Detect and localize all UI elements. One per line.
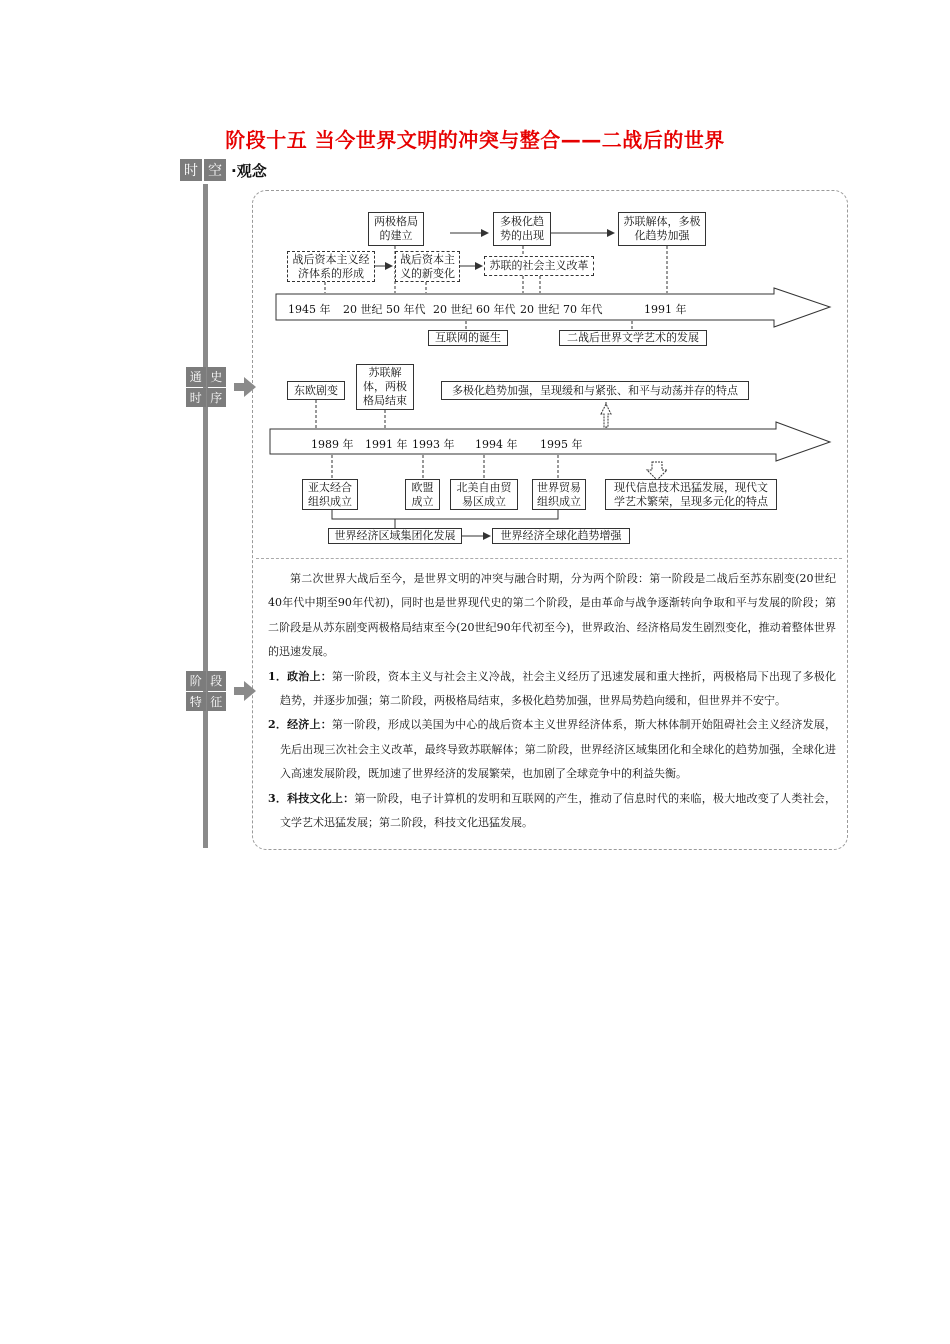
- section-suffix: ·观念: [231, 161, 267, 180]
- section-char-1: 时: [180, 159, 202, 181]
- event-multipolar-trend: 多极化趋势的出现: [493, 212, 551, 246]
- event-bipolar-structure: 两极格局的建立: [368, 212, 424, 246]
- intro-paragraph: 第二次世界大战后至今，是世界文明的冲突与融合时期，分为两个阶段：第一阶段是二战后至苏东剧变(20世纪40年代中期至90年代初)，同时也是世界现代史的第二个阶段，是由革命与战争逐渐转向争取和平与发展的阶段；第二阶段是从苏东剧变两极格局结束至今(20世纪90年代初至今)，世界政治、经济格局发生剧烈变化，推动着整体世界的迅速发展。: [268, 572, 836, 659]
- badge-char: 段: [207, 671, 227, 691]
- badge-char: 时: [186, 388, 206, 408]
- politics-paragraph: [268, 665, 836, 714]
- event-capitalism-new-changes: 战后资本主义的新变化: [395, 251, 460, 282]
- event-wto-founded: 世界贸易组织成立: [532, 479, 586, 510]
- event-economic-globalization: 世界经济全球化趋势增强: [492, 528, 630, 544]
- event-multipolar-strengthen: 多极化趋势加强，呈现缓和与紧张、和平与动荡并存的特点: [441, 381, 749, 400]
- badge-char: 序: [207, 388, 227, 408]
- item-body: 第一阶段，资本主义与社会主义冷战，社会主义经历了迅速发展和重大挫折，两极格局下出现了多极化趋势，并逐步加强；第二阶段，两极格局结束，多极化趋势加强，世界局势趋向缓和，但世界并不安宁。: [280, 669, 837, 708]
- event-soviet-reform: 苏联的社会主义改革: [484, 256, 594, 276]
- event-capitalist-economic-system: 战后资本主义经济体系的形成: [287, 251, 375, 282]
- item-label: 3．科技文化上：: [268, 791, 355, 805]
- event-internet-birth: 互联网的诞生: [428, 330, 508, 346]
- event-regional-economic-blocs: 世界经济区域集团化发展: [328, 528, 462, 544]
- badge-char: 史: [207, 367, 227, 387]
- item-label: 2．经济上：: [268, 718, 332, 732]
- year-label: 1994 年: [475, 438, 518, 451]
- year-label: 1989 年: [311, 438, 354, 451]
- event-it-development: 现代信息技术迅猛发展，现代文学艺术繁荣，呈现多元化的特点: [605, 479, 777, 510]
- event-ussr-dissolution-bipolar-end: 苏联解体，两极格局结束: [356, 364, 414, 410]
- badge-char: 通: [186, 367, 206, 387]
- event-eu-founded: 欧盟成立: [405, 479, 440, 510]
- year-label: 1991 年: [644, 303, 687, 316]
- year-label: 20 世纪 50 年代: [343, 303, 426, 316]
- badge-char: 征: [207, 692, 227, 712]
- section-char-2: 空: [204, 159, 226, 181]
- item-label: 1．政治上：: [268, 669, 332, 683]
- badge-char: 特: [186, 692, 206, 712]
- year-label: 1993 年: [412, 438, 455, 451]
- tech-culture-paragraph: [268, 787, 836, 836]
- event-postwar-literature-art: 二战后世界文学艺术的发展: [559, 330, 707, 346]
- year-label: 20 世纪 60 年代: [433, 303, 516, 316]
- event-eastern-europe-upheaval: 东欧剧变: [287, 381, 345, 400]
- item-body: 第一阶段，电子计算机的发明和互联网的产生，推动了信息时代的来临，极大地改变了人类社会，文学艺术迅猛发展；第二阶段，科技文化迅猛发展。: [280, 791, 836, 830]
- economy-paragraph: [268, 713, 836, 786]
- year-label: 1995 年: [540, 438, 583, 451]
- year-label: 1991 年: [365, 438, 408, 451]
- event-nafta-founded: 北美自由贸易区成立: [450, 479, 518, 510]
- event-ussr-dissolution: 苏联解体，多极化趋势加强: [618, 212, 706, 246]
- event-apec-founded: 亚太经合组织成立: [302, 479, 358, 510]
- year-label: 20 世纪 70 年代: [520, 303, 603, 316]
- item-body: 第一阶段，形成以美国为中心的战后资本主义世界经济体系，斯大林体制开始阻碍社会主义经济发展，先后出现三次社会主义改革，最终导致苏联解体；第二阶段，世界经济区域集团化和全球化的趋势加强，全球化进入高速发展阶段，既加速了世界经济的发展繁荣，也加剧了全球竞争中的利益失衡。: [280, 718, 837, 781]
- badge-char: 阶: [186, 671, 206, 691]
- page-title: 阶段十五 当今世界文明的冲突与整合——二战后的世界: [225, 128, 725, 152]
- stage-text: [268, 567, 836, 835]
- year-label: 1945 年: [288, 303, 331, 316]
